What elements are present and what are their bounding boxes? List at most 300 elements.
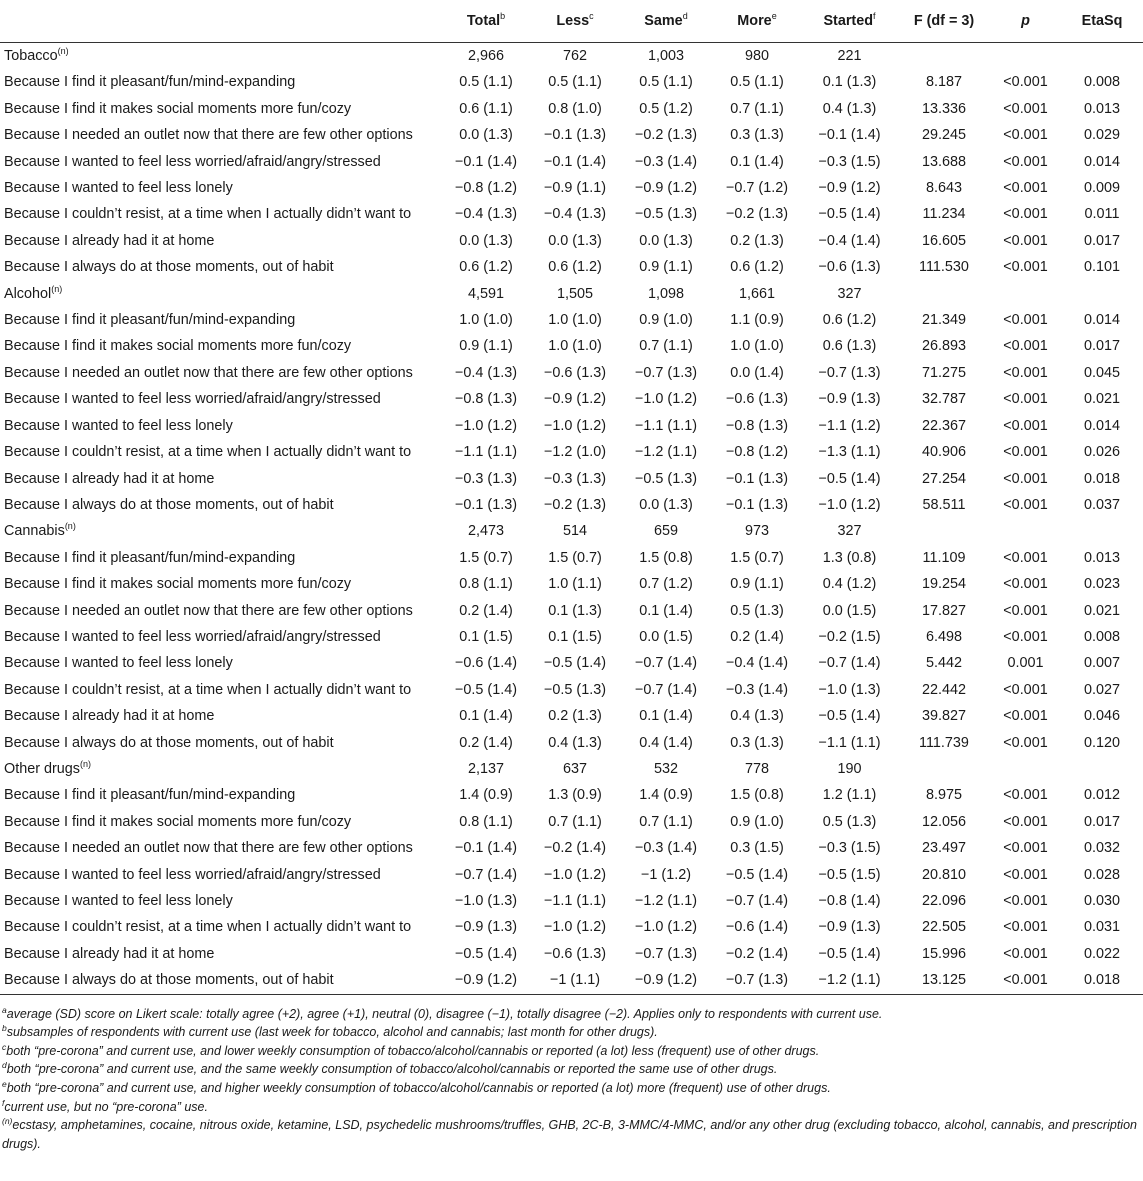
table-row	[0, 333, 1143, 359]
value-cell: 71.275	[921, 364, 966, 381]
table-row	[0, 69, 1143, 95]
value-cell: −1 (1.1)	[531, 967, 619, 994]
motive-label: Because I always do at those moments, out of habit	[4, 496, 334, 513]
value-cell: 0.4 (1.2)	[822, 576, 877, 593]
sample-count-cell: 327	[837, 523, 862, 540]
value-cell: <0.001	[1003, 444, 1048, 461]
motive-label: Because I needed an outlet now that there are few other options	[4, 364, 413, 381]
value-cell: 16.605	[921, 232, 966, 249]
footnote: $^d$both “pre-corona” and current use, and the same weekly consumption of tobacco/alcohol/cannabis or reported the same use of other drugs.	[2, 1060, 778, 1077]
sample-count-cell: 659	[653, 523, 678, 540]
value-cell: −0.4 (1.4)	[818, 232, 881, 249]
table-row	[0, 571, 1143, 597]
value-cell: 0.1 (1.3)	[548, 602, 602, 619]
value-cell: −1 (1.2)	[641, 866, 691, 883]
table-row	[0, 254, 1143, 280]
value-cell: 0.021	[1083, 602, 1120, 619]
value-cell: <0.001	[1003, 734, 1048, 751]
value-cell: 0.021	[1083, 391, 1120, 408]
value-cell: −0.6 (1.4)	[726, 919, 788, 936]
motive-label: Because I find it makes social moments more fun/cozy	[4, 813, 352, 830]
value-cell: −0.2 (1.4)	[544, 840, 606, 857]
motive-label: Because I find it pleasant/fun/mind-expanding	[4, 549, 296, 566]
value-cell: −1.0 (1.2)	[818, 496, 881, 513]
value-cell: 27.254	[921, 470, 966, 487]
value-cell: −0.8 (1.4)	[818, 893, 881, 909]
value-cell: −0.4 (1.3)	[544, 206, 606, 223]
value-cell: 15.996	[921, 945, 966, 962]
table-row	[0, 941, 1143, 967]
table-row	[0, 782, 1143, 808]
motive-label: Because I find it makes social moments more fun/cozy	[4, 100, 352, 117]
value-cell: 0.7 (1.1)	[639, 813, 693, 830]
footnote: $^f$current use, but no “pre-corona” use.	[2, 1097, 208, 1114]
empty-cell	[1061, 756, 1143, 782]
motive-label: Because I couldn’t resist, at a time when I actually didn’t want to	[4, 681, 412, 698]
value-cell: 0.9 (1.1)	[730, 576, 784, 593]
value-cell: −0.7 (1.4)	[635, 655, 697, 672]
motive-label: Because I needed an outlet now that there are few other options	[4, 127, 413, 144]
value-cell: 0.2 (1.4)	[459, 734, 513, 751]
motive-label: Because I wanted to feel less lonely	[4, 180, 233, 197]
value-cell: 19.254	[921, 576, 966, 593]
value-cell: <0.001	[1003, 417, 1048, 434]
value-cell: 0.018	[1061, 967, 1143, 994]
value-cell: −0.9 (1.3)	[455, 919, 517, 936]
value-cell: −0.9 (1.2)	[544, 391, 606, 408]
value-cell: 0.017	[1083, 232, 1120, 249]
value-cell: −0.9 (1.2)	[619, 967, 713, 994]
value-cell: 0.1 (1.3)	[822, 74, 877, 91]
value-cell: 0.5 (1.3)	[730, 602, 784, 619]
value-cell: −0.5 (1.4)	[818, 470, 881, 487]
sample-count-cell: 1,003	[647, 48, 684, 64]
motive-label: Because I wanted to feel less worried/afraid/angry/stressed	[4, 391, 381, 408]
value-cell: −0.3 (1.4)	[635, 840, 697, 857]
table-row	[0, 122, 1143, 148]
header-cell-started: Started$^f$	[801, 0, 898, 43]
value-cell: 111.530	[919, 259, 969, 276]
table-row	[0, 809, 1143, 835]
sample-count-cell: 532	[653, 760, 678, 777]
value-cell: −1.0 (1.2)	[544, 866, 606, 883]
value-cell: −0.5 (1.4)	[726, 866, 788, 883]
table-row	[0, 730, 1143, 756]
value-cell: 0.0 (1.5)	[639, 628, 693, 645]
value-cell: 0.8 (1.1)	[459, 576, 513, 593]
table-row	[0, 149, 1143, 175]
empty-cell	[898, 756, 990, 782]
table-row	[0, 175, 1143, 201]
value-cell: 11.109	[922, 549, 966, 566]
value-cell: 0.4 (1.3)	[730, 708, 784, 725]
value-cell: 1.2 (1.1)	[822, 787, 877, 804]
value-cell: 1.5 (0.8)	[639, 549, 693, 566]
header-row	[0, 0, 1143, 43]
value-cell: −1.2 (1.1)	[635, 893, 697, 909]
motive-label: Because I always do at those moments, out of habit	[4, 259, 334, 276]
value-cell: −0.1 (1.3)	[544, 127, 606, 144]
value-cell: −0.5 (1.4)	[818, 206, 881, 223]
value-cell: −0.1 (1.4)	[455, 840, 517, 857]
value-cell: <0.001	[1003, 153, 1048, 170]
value-cell: −0.6 (1.3)	[726, 391, 788, 408]
value-cell: <0.001	[1003, 470, 1048, 487]
value-cell: −0.5 (1.4)	[455, 945, 517, 962]
table-row	[0, 967, 1143, 994]
value-cell: −0.6 (1.3)	[544, 945, 606, 962]
sample-count-cell: 980	[744, 48, 769, 64]
footnote: $^{(n)}$ecstasy, amphetamines, cocaine, nitrous oxide, ketamine, LSD, psychedelic mushrooms/truffles, GHB, 2C-B, 3-MMC/4-MMC, and/or any other drug (excluding tobacco, alcohol, cannabis, and prescription drugs).	[2, 1116, 1137, 1151]
value-cell: 111.739	[919, 734, 969, 751]
value-cell: 0.6 (1.3)	[822, 338, 877, 355]
value-cell: 0.013	[1083, 549, 1120, 566]
value-cell: <0.001	[1003, 496, 1048, 513]
value-cell: <0.001	[1003, 866, 1048, 883]
value-cell: −0.8 (1.2)	[455, 180, 517, 197]
value-cell: 40.906	[921, 444, 966, 461]
motive-label: Because I couldn’t resist, at a time when I actually didn’t want to	[4, 444, 412, 461]
value-cell: 1.5 (0.8)	[730, 787, 784, 804]
category-row	[0, 281, 1143, 307]
table-row	[0, 835, 1143, 861]
value-cell: −0.6 (1.4)	[455, 655, 517, 672]
table-row	[0, 677, 1143, 703]
value-cell: −0.2 (1.3)	[635, 127, 697, 144]
empty-cell	[1061, 281, 1143, 307]
value-cell: 12.056	[921, 813, 966, 830]
value-cell: −0.4 (1.4)	[726, 655, 788, 672]
value-cell: 22.442	[921, 681, 966, 698]
table-row	[0, 360, 1143, 386]
value-cell: <0.001	[1003, 576, 1048, 593]
value-cell: 23.497	[921, 840, 966, 857]
value-cell: <0.001	[1003, 602, 1048, 619]
value-cell: 0.5 (1.1)	[639, 74, 693, 91]
value-cell: 0.017	[1083, 338, 1120, 355]
sample-count-cell: 2,137	[467, 760, 504, 777]
value-cell: 0.1 (1.5)	[548, 628, 602, 645]
value-cell: 1.3 (0.8)	[822, 549, 877, 566]
motive-label: Because I always do at those moments, out of habit	[4, 734, 334, 751]
value-cell: 0.011	[1084, 206, 1120, 223]
value-cell: −0.9 (1.2)	[818, 180, 881, 197]
motive-label: Because I wanted to feel less lonely	[4, 893, 233, 909]
category-label: Alcohol$^{(n)}$	[4, 283, 63, 302]
value-cell: 58.511	[922, 496, 966, 513]
value-cell: 0.023	[1083, 576, 1120, 593]
table-row	[0, 492, 1143, 518]
value-cell: −0.9 (1.3)	[818, 391, 881, 408]
value-cell: <0.001	[1003, 312, 1048, 329]
value-cell: 0.031	[1083, 919, 1120, 936]
value-cell: 0.8 (1.0)	[548, 100, 602, 117]
sample-count-cell: 2,966	[467, 48, 504, 64]
value-cell: −0.9 (1.2)	[635, 180, 697, 197]
value-cell: 6.498	[925, 628, 962, 645]
value-cell: −1.0 (1.3)	[455, 893, 517, 909]
value-cell: 0.0 (1.3)	[639, 496, 693, 513]
value-cell: 0.046	[1083, 708, 1120, 725]
value-cell: <0.001	[1003, 338, 1048, 355]
value-cell: <0.001	[1003, 945, 1048, 962]
value-cell: −1.0 (1.2)	[635, 919, 697, 936]
value-cell: 1.0 (1.0)	[548, 312, 602, 329]
value-cell: −0.7 (1.4)	[818, 655, 881, 672]
value-cell: 0.120	[1083, 734, 1120, 751]
value-cell: 0.2 (1.4)	[459, 602, 513, 619]
sample-count-cell: 2,473	[467, 523, 504, 540]
value-cell: −0.2 (1.4)	[726, 945, 788, 962]
value-cell: 0.001	[1007, 655, 1044, 672]
value-cell: 8.643	[925, 180, 962, 197]
header-cell-label	[0, 0, 441, 43]
header-cell-p: p	[990, 0, 1061, 43]
sample-count-cell: 973	[744, 523, 769, 540]
value-cell: −0.7 (1.4)	[455, 866, 517, 883]
value-cell: 0.9 (1.1)	[459, 338, 513, 355]
value-cell: −0.9 (1.1)	[544, 180, 606, 197]
sample-count-cell: 778	[744, 760, 769, 777]
value-cell: −0.5 (1.5)	[818, 866, 881, 883]
value-cell: <0.001	[1003, 364, 1048, 381]
table-row	[0, 201, 1143, 227]
value-cell: 32.787	[921, 391, 966, 408]
table-row	[0, 386, 1143, 412]
value-cell: 8.975	[925, 787, 962, 804]
value-cell: 0.013	[1083, 100, 1120, 117]
value-cell: −1.2 (1.1)	[801, 967, 898, 994]
value-cell: 0.0 (1.3)	[459, 127, 513, 144]
motive-label: Because I wanted to feel less lonely	[4, 417, 233, 434]
value-cell: −0.3 (1.4)	[726, 681, 788, 698]
value-cell: −0.8 (1.2)	[726, 444, 788, 461]
value-cell: 0.018	[1083, 470, 1120, 487]
motive-label: Because I already had it at home	[4, 232, 215, 249]
value-cell: 26.893	[921, 338, 966, 355]
motive-label: Because I already had it at home	[4, 470, 215, 487]
table-row	[0, 466, 1143, 492]
value-cell: −1.1 (1.1)	[818, 734, 881, 751]
value-cell: 0.030	[1083, 893, 1120, 909]
value-cell: −0.2 (1.3)	[726, 206, 788, 223]
value-cell: −0.9 (1.3)	[818, 919, 881, 936]
value-cell: 39.827	[921, 708, 966, 725]
header-cell-f: F (df = 3)	[898, 0, 990, 43]
value-cell: −1.1 (1.2)	[818, 417, 881, 434]
table-row	[0, 598, 1143, 624]
empty-cell	[898, 281, 990, 307]
value-cell: −0.6 (1.3)	[818, 259, 881, 276]
value-cell: <0.001	[1003, 787, 1048, 804]
value-cell: 13.125	[898, 967, 990, 994]
value-cell: 0.9 (1.0)	[730, 813, 784, 830]
empty-cell	[1061, 518, 1143, 544]
value-cell: −0.8 (1.3)	[726, 417, 788, 434]
category-label: Other drugs$^{(n)}$	[4, 759, 91, 777]
value-cell: −0.7 (1.3)	[635, 945, 697, 962]
motive-label: Because I needed an outlet now that there are few other options	[4, 602, 413, 619]
value-cell: 0.037	[1083, 496, 1120, 513]
value-cell: <0.001	[1003, 813, 1048, 830]
value-cell: −0.3 (1.5)	[818, 840, 881, 857]
value-cell: <0.001	[1003, 74, 1048, 91]
value-cell: −0.2 (1.3)	[544, 496, 606, 513]
motive-label: Because I find it pleasant/fun/mind-expanding	[4, 312, 296, 329]
value-cell: 0.028	[1083, 866, 1120, 883]
value-cell: <0.001	[1003, 628, 1048, 645]
motive-label: Because I already had it at home	[4, 945, 215, 962]
value-cell: <0.001	[1003, 206, 1048, 223]
value-cell: 1.0 (1.0)	[459, 312, 513, 329]
value-cell: <0.001	[990, 967, 1061, 994]
value-cell: 21.349	[921, 312, 966, 329]
value-cell: −0.3 (1.4)	[635, 153, 697, 170]
sample-count-cell: 4,591	[467, 285, 504, 302]
value-cell: −1.0 (1.3)	[818, 681, 881, 698]
value-cell: −0.5 (1.4)	[455, 681, 517, 698]
value-cell: 0.014	[1083, 312, 1120, 329]
value-cell: −1.2 (1.1)	[635, 444, 697, 461]
motive-label: Because I needed an outlet now that there are few other options	[4, 840, 413, 857]
value-cell: 0.6 (1.2)	[730, 259, 784, 276]
sample-count-cell: 762	[562, 48, 587, 64]
category-row	[0, 518, 1143, 544]
value-cell: 0.7 (1.2)	[639, 576, 693, 593]
category-row	[0, 756, 1143, 782]
value-cell: 1.3 (0.9)	[548, 787, 602, 804]
value-cell: −0.3 (1.3)	[544, 470, 606, 487]
value-cell: 1.5 (0.7)	[548, 549, 602, 566]
value-cell: −0.3 (1.5)	[818, 153, 881, 170]
sample-count-cell: 327	[837, 285, 862, 302]
value-cell: 0.6 (1.2)	[822, 312, 877, 329]
empty-cell	[990, 518, 1061, 544]
value-cell: −0.7 (1.2)	[726, 180, 788, 197]
value-cell: 0.009	[1083, 180, 1120, 197]
empty-cell	[990, 281, 1061, 307]
motive-label: Because I already had it at home	[4, 708, 215, 725]
table-row	[0, 307, 1143, 333]
motive-label: Because I couldn’t resist, at a time when I actually didn’t want to	[4, 919, 412, 936]
value-cell: 0.027	[1083, 681, 1120, 698]
value-cell: 0.8 (1.1)	[459, 813, 513, 830]
header-cell-etasq: EtaSq	[1061, 0, 1143, 43]
motive-label: Because I find it makes social moments more fun/cozy	[4, 338, 352, 355]
value-cell: −0.4 (1.3)	[455, 364, 517, 381]
value-cell: 0.1 (1.5)	[459, 628, 513, 645]
value-cell: 0.7 (1.1)	[548, 813, 602, 830]
value-cell: 17.827	[921, 602, 966, 619]
empty-cell	[898, 518, 990, 544]
value-cell: 0.5 (1.1)	[548, 74, 602, 91]
value-cell: −0.3 (1.3)	[455, 470, 517, 487]
motive-label: Because I always do at those moments, out of habit	[0, 967, 441, 994]
value-cell: 0.101	[1083, 259, 1120, 276]
footnote: $^b$subsamples of respondents with current use (last week for tobacco, alcohol and cannabis; last month for other drugs).	[2, 1023, 658, 1040]
sample-count-cell: 514	[562, 523, 587, 540]
value-cell: −0.1 (1.4)	[455, 153, 517, 170]
footnote: $^c$both “pre-corona” and current use, and lower weekly consumption of tobacco/alcohol/cannabis or reported (a lot) less (frequent) use of other drugs.	[2, 1041, 820, 1058]
value-cell: 0.5 (1.3)	[822, 813, 877, 830]
value-cell: 0.9 (1.1)	[639, 259, 693, 276]
value-cell: 1.1 (0.9)	[730, 312, 784, 329]
value-cell: 0.6 (1.2)	[548, 259, 602, 276]
value-cell: −1.0 (1.2)	[544, 919, 606, 936]
value-cell: −0.1 (1.3)	[455, 496, 517, 513]
value-cell: <0.001	[1003, 549, 1048, 566]
value-cell: −0.1 (1.4)	[544, 153, 606, 170]
header-cell-total: Total$^b$	[441, 0, 531, 43]
table-row	[0, 650, 1143, 676]
motive-label: Because I wanted to feel less worried/afraid/angry/stressed	[4, 153, 381, 170]
value-cell: 0.012	[1083, 787, 1120, 804]
value-cell: −0.1 (1.4)	[818, 127, 881, 144]
value-cell: 0.029	[1083, 127, 1120, 144]
table-row	[0, 862, 1143, 888]
value-cell: −1.0 (1.2)	[635, 391, 697, 408]
table-footnotes	[0, 995, 1143, 1154]
table-row	[0, 413, 1143, 439]
sample-count-cell: 190	[837, 760, 862, 777]
value-cell: 0.1 (1.4)	[459, 708, 513, 725]
value-cell: 0.4 (1.3)	[822, 100, 877, 117]
footnote: $^e$both “pre-corona” and current use, and higher weekly consumption of tobacco/alcohol/cannabis or reported (a lot) more (frequent) use of other drugs.	[2, 1078, 831, 1095]
value-cell: <0.001	[1003, 127, 1048, 144]
value-cell: −1.2 (1.0)	[544, 444, 606, 461]
value-cell: 1.5 (0.7)	[730, 549, 784, 566]
value-cell: −0.1 (1.3)	[726, 470, 788, 487]
value-cell: −0.6 (1.3)	[544, 364, 606, 381]
value-cell: 0.032	[1083, 840, 1120, 857]
value-cell: 0.008	[1083, 628, 1120, 645]
value-cell: −1.1 (1.1)	[635, 417, 697, 434]
value-cell: −1.1 (1.1)	[544, 893, 606, 909]
value-cell: −1.0 (1.2)	[455, 417, 517, 434]
table-row	[0, 96, 1143, 122]
value-cell: <0.001	[1003, 180, 1048, 197]
value-cell: −0.4 (1.3)	[455, 206, 517, 223]
motive-label: Because I wanted to feel less worried/afraid/angry/stressed	[4, 866, 381, 883]
motive-label: Because I couldn’t resist, at a time when I actually didn’t want to	[4, 206, 412, 223]
value-cell: −0.7 (1.3)	[713, 967, 801, 994]
value-cell: −0.7 (1.3)	[818, 364, 881, 381]
value-cell: −0.5 (1.3)	[635, 206, 697, 223]
table-row	[0, 624, 1143, 650]
value-cell: <0.001	[1003, 840, 1048, 857]
sample-count-cell: 1,661	[738, 285, 775, 302]
value-cell: 0.1 (1.4)	[639, 708, 693, 725]
table-body	[0, 43, 1143, 995]
value-cell: 0.0 (1.3)	[548, 232, 602, 249]
empty-cell	[898, 43, 990, 70]
value-cell: −0.5 (1.4)	[818, 945, 881, 962]
value-cell: 0.2 (1.4)	[730, 628, 784, 645]
value-cell: 13.336	[921, 100, 966, 117]
value-cell: 8.187	[925, 74, 962, 91]
motive-label: Because I find it pleasant/fun/mind-expanding	[4, 787, 296, 804]
motive-label: Because I find it makes social moments more fun/cozy	[4, 576, 352, 593]
value-cell: 13.688	[921, 153, 966, 170]
value-cell: −1.1 (1.1)	[455, 444, 517, 461]
value-cell: 22.096	[921, 893, 966, 909]
value-cell: 0.0 (1.3)	[639, 232, 693, 249]
value-cell: 0.2 (1.3)	[730, 232, 784, 249]
value-cell: 1.0 (1.0)	[730, 338, 784, 355]
motive-label: Because I wanted to feel less lonely	[4, 655, 233, 672]
value-cell: 22.367	[921, 417, 966, 434]
value-cell: <0.001	[1003, 708, 1048, 725]
